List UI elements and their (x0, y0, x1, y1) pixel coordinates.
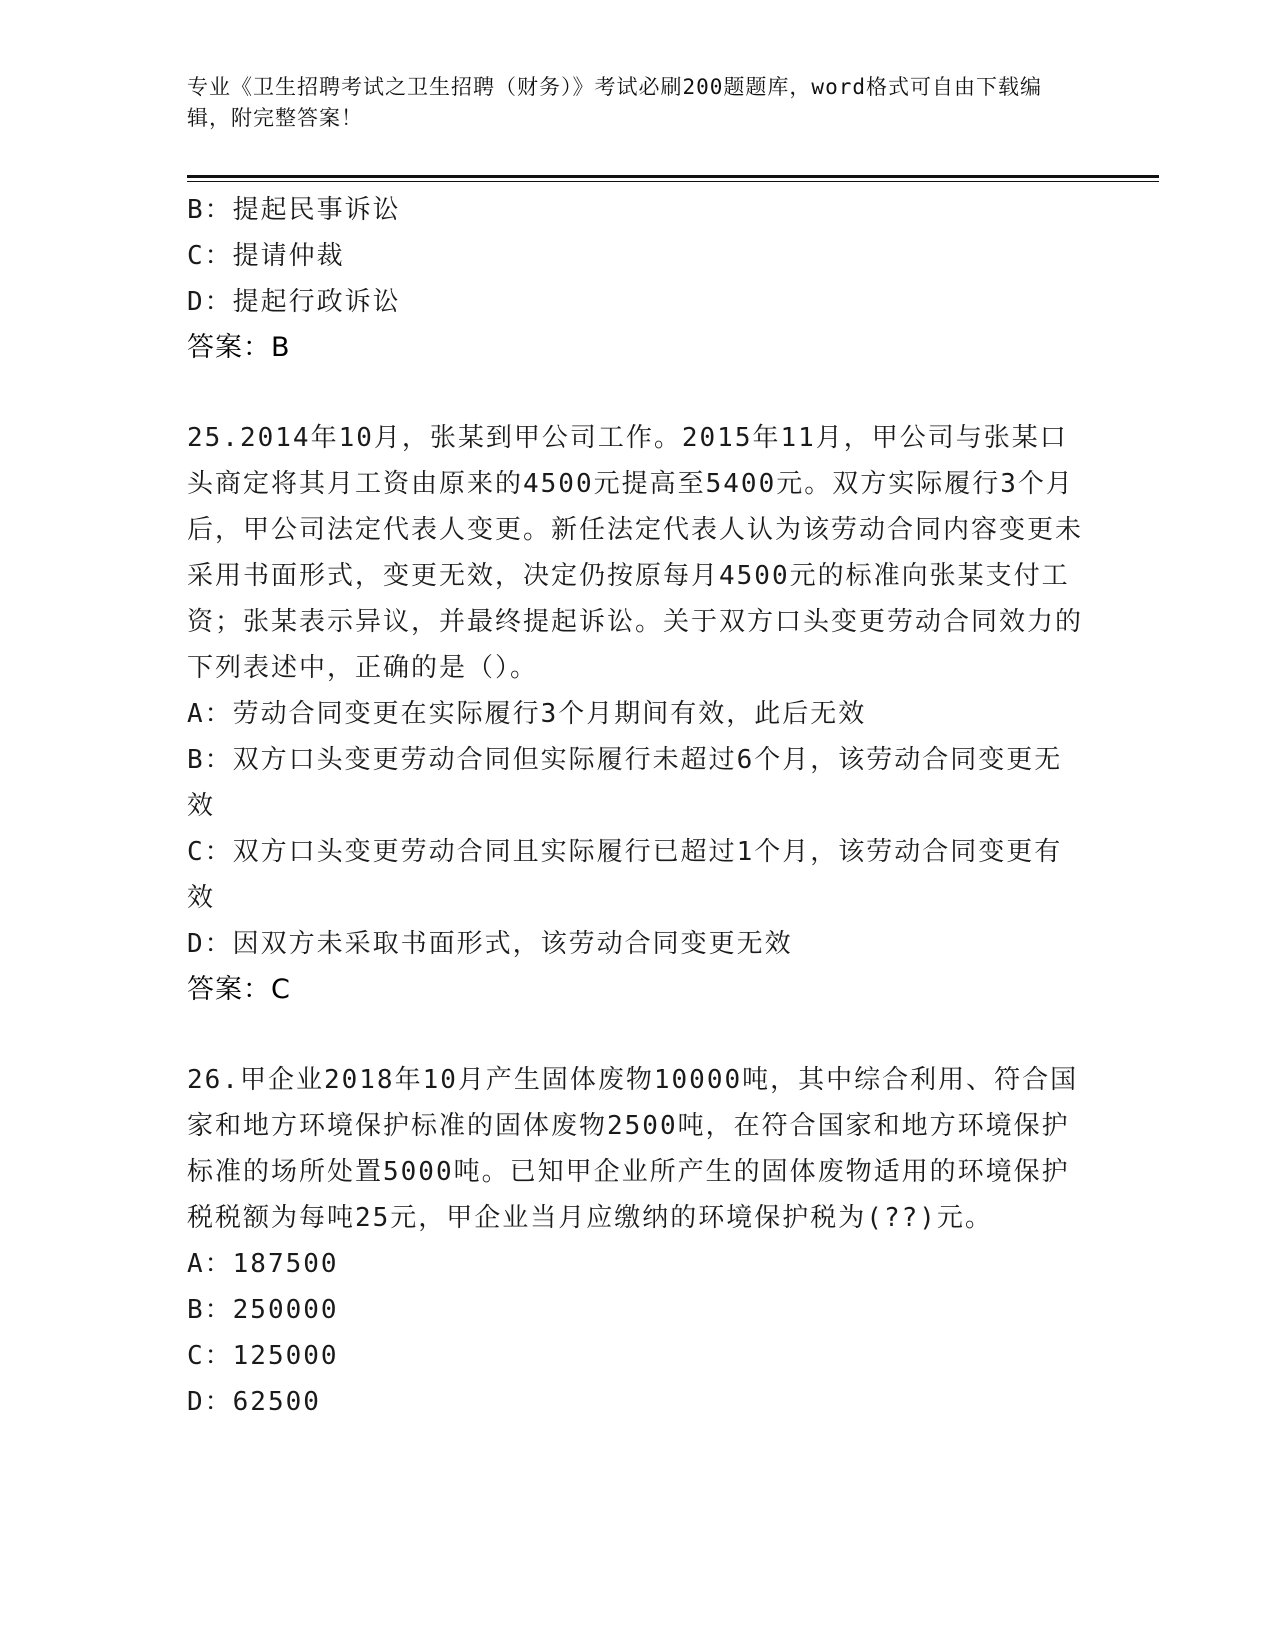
option-b: B：双方口头变更劳动合同但实际履行未超过6个月，该劳动合同变更无效 (187, 745, 1063, 821)
answer-label: 答案：B (187, 332, 291, 363)
header-divider-thick (187, 175, 1159, 178)
question-26 (187, 1057, 1087, 1425)
spacer (187, 1013, 1087, 1057)
question-24-continued (187, 187, 1087, 371)
spacer (187, 371, 1087, 415)
question-25 (187, 415, 1087, 1013)
answer-label: 答案：C (187, 974, 291, 1005)
option-c: C：提请仲裁 (187, 241, 345, 271)
option-d: D：因双方未采取书面形式，该劳动合同变更无效 (187, 929, 793, 959)
header-divider-thin (187, 181, 1159, 182)
option-a: A：劳动合同变更在实际履行3个月期间有效，此后无效 (187, 699, 867, 729)
page-content (187, 187, 1087, 1425)
option-a: A：187500 (187, 1249, 339, 1279)
option-d: D：提起行政诉讼 (187, 287, 401, 317)
option-b: B：250000 (187, 1295, 339, 1325)
option-d: D：62500 (187, 1387, 321, 1417)
document-header: 专业《卫生招聘考试之卫生招聘（财务）》考试必刷200题题库，word格式可自由下载编辑，附完整答案！ (187, 75, 1042, 130)
option-c: C：125000 (187, 1341, 339, 1371)
question-stem: 26.甲企业2018年10月产生固体废物10000吨，其中综合利用、符合国家和地方环境保护标准的固体废物2500吨，在符合国家和地方环境保护标准的场所处置5000吨。已知甲企业所产生的固体废物适用的环境保护税税额为每吨25元，甲企业当月应缴纳的环境保护税为(??)元。 (187, 1065, 1079, 1233)
option-c: C：双方口头变更劳动合同且实际履行已超过1个月，该劳动合同变更有效 (187, 837, 1063, 913)
question-stem: 25.2014年10月，张某到甲公司工作。2015年11月，甲公司与张某口头商定将其月工资由原来的4500元提高至5400元。双方实际履行3个月后，甲公司法定代表人变更。新任法定代表人认为该劳动合同内容变更未采用书面形式，变更无效，决定仍按原每月4500元的标准向张某支付工资；张某表示异议，并最终提起诉讼。关于双方口头变更劳动合同效力的下列表述中，正确的是（）。 (187, 423, 1084, 683)
option-b: B：提起民事诉讼 (187, 195, 401, 225)
